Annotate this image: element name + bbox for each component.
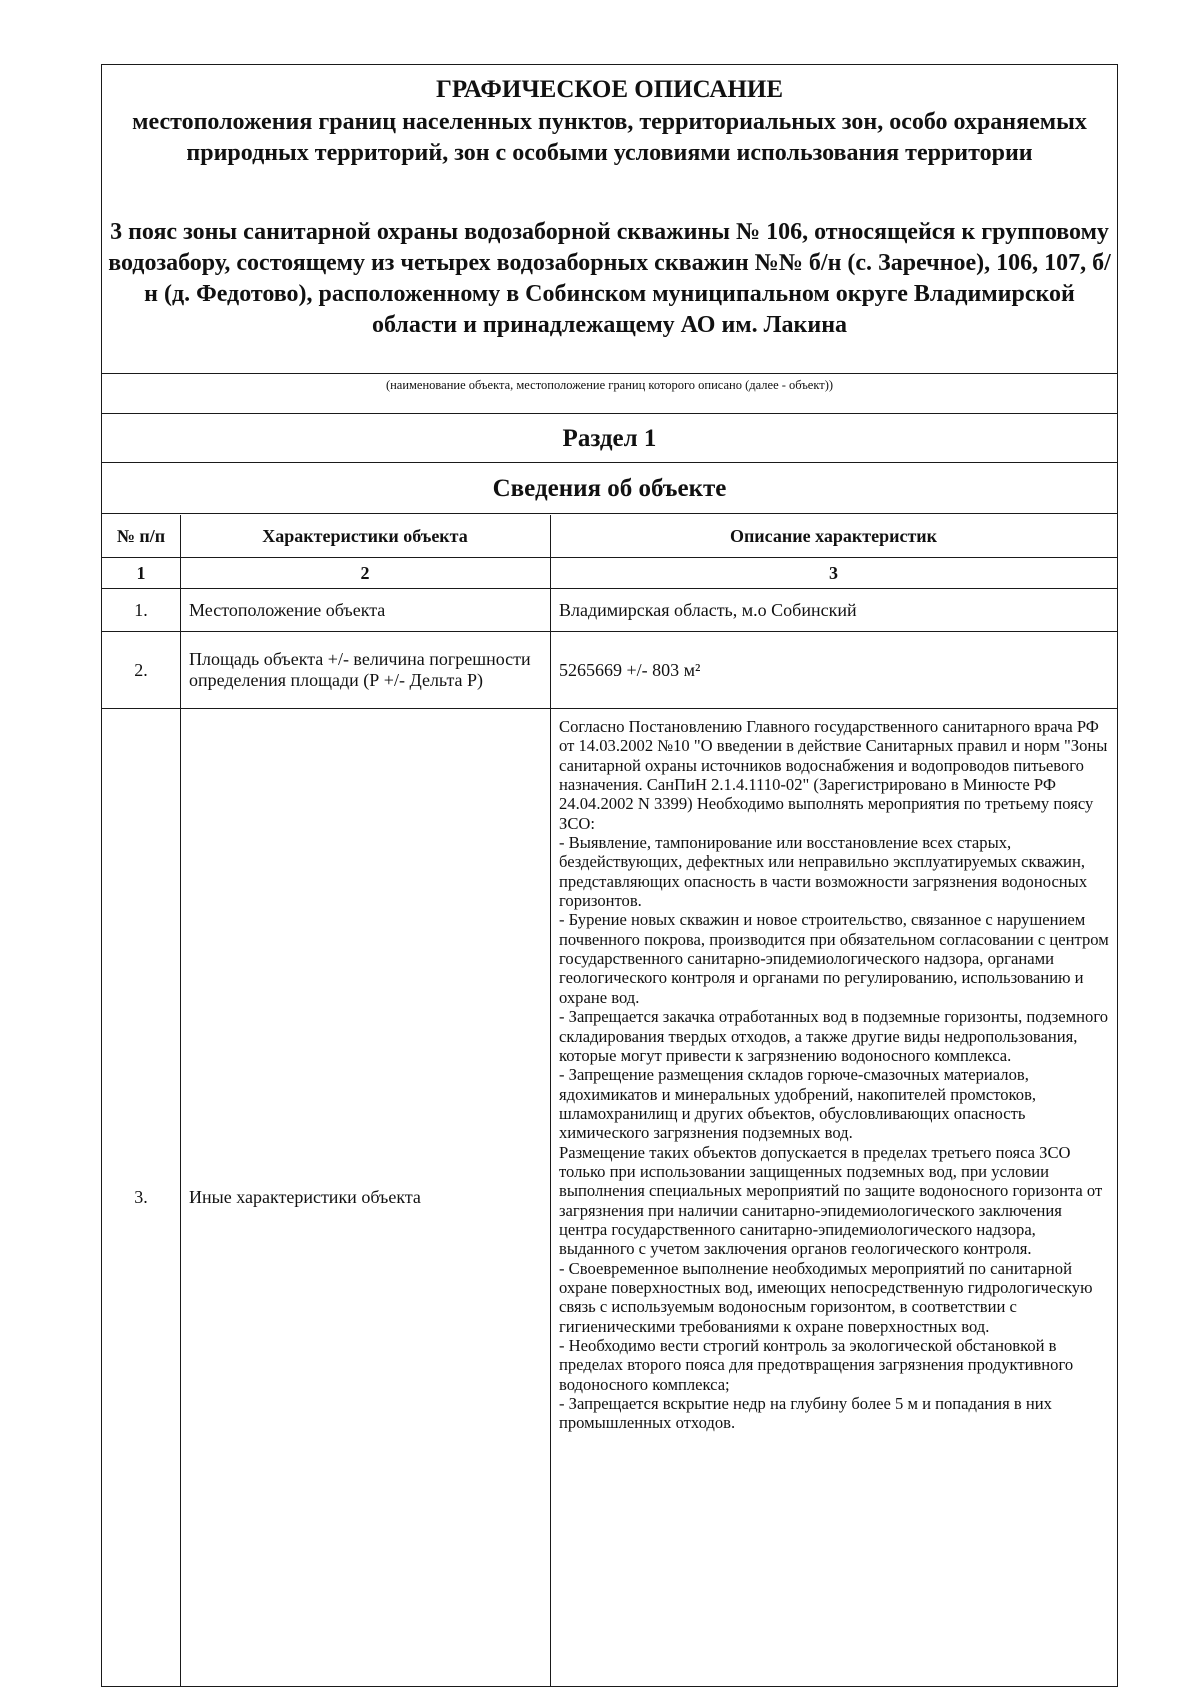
description-paragraph: - Запрещение размещения складов горюче-смазочных материалов, ядохимикатов и минеральных удобрений, накопителей промстоков, шламохранилищ и других объектов, обусловливающих опасность химического загрязнения подземных вод.: [559, 1065, 1037, 1143]
document-subtitle: местоположения границ населенных пунктов, территориальных зон, особо охраняемых природных территорий, зон с особыми условиями использования территории: [132, 109, 1087, 166]
row-description: 5265669 +/- 803 м²: [559, 659, 701, 680]
description-paragraph: - Необходимо вести строгий контроль за экологической обстановкой в пределах второго пояса для предотвращения загрязнения продуктивного водоносного комплекса;: [559, 1336, 1074, 1394]
divider: [102, 513, 1117, 514]
header-description: Описание характеристик: [729, 525, 938, 546]
row-description: [550, 709, 1119, 1686]
document-page: [101, 64, 1118, 1687]
column-number: 2: [360, 562, 370, 583]
row-characteristic: Площадь объекта +/- величина погрешности определения площади (Р +/- Дельта Р): [189, 649, 531, 690]
row-characteristic: Иные характеристики объекта: [189, 1187, 421, 1207]
row-num: 2.: [134, 659, 148, 680]
section-heading: Сведения об объекте: [492, 475, 727, 502]
description-paragraph: Согласно Постановлению Главного государственного санитарного врача РФ от 14.03.2002 №10 "О введении в действие Санитарных правил и норм "Зоны санитарной охраны источников водоснабжения и водопроводов питьевого назначения. СанПиН 2.1.4.1110-02" (Зарегистрировано в Минюсте РФ 24.04.2002 N 3399) Необходимо выполнять мероприятия по третьему поясу ЗСО:: [559, 717, 1108, 833]
divider: [102, 373, 1117, 374]
row-num: 3.: [134, 1187, 148, 1207]
description-paragraph: Размещение таких объектов допускается в пределах третьего пояса ЗСО только при использовании защищенных подземных вод, при условии выполнения специальных мероприятий по защите водоносного горизонта от загрязнения при наличии санитарно-эпидемиологического заключения центра государственного санитарно-эпидемиологического надзора, выданного с учетом заключения органов геологического контроля.: [559, 1142, 1103, 1259]
column-number: 1: [136, 562, 146, 583]
divider: [102, 462, 1117, 463]
row-num: 1.: [134, 599, 148, 620]
header-num: № п/п: [116, 525, 166, 546]
column-number: 3: [829, 562, 838, 583]
object-info-table: [102, 515, 1117, 1686]
row-description: Владимирская область, м.о Собинский: [559, 599, 857, 620]
object-name: 3 пояс зоны санитарной охраны водозаборной скважины № 106, относящейся к групповому водозабору, состоящему из четырех водозаборных скважин №№ б/н (с. Заречное), 106, 107, б/н (д. Федотово), расположенному в Собинском муниципальном округе Владимирской области и принадлежащему АО им. Лакина: [108, 219, 1111, 338]
object-name-caption: (наименование объекта, местоположение границ которого описано (далее - объект)): [385, 378, 834, 392]
divider: [102, 413, 1117, 414]
header-characteristic: Характеристики объекта: [262, 525, 468, 546]
description-paragraph: - Бурение новых скважин и новое строительство, связанное с нарушением почвенного покрова, производится при обязательном согласовании с центром государственного санитарно-эпидемиологического надзора, органами геологического контроля и органами по регулированию, использованию и охране вод.: [559, 910, 1109, 1007]
title-block: [102, 65, 1117, 373]
row-characteristic: Местоположение объекта: [189, 599, 386, 620]
description-paragraph: - Выявление, тампонирование или восстановление всех старых, бездействующих, дефектных или неправильно эксплуатируемых скважин, представляющих опасность в части возможности загрязнения водоносных горизонтов.: [559, 833, 1088, 911]
description-paragraph: - Своевременное выполнение необходимых мероприятий по санитарной охране поверхностных вод, имеющих непосредственную гидрологическую связь с используемым водоносным горизонтом, в соответствии с гигиеническими требованиями к охране поверхностных вод.: [559, 1258, 1093, 1336]
section-label: Раздел 1: [562, 425, 657, 452]
document-title: ГРАФИЧЕСКОЕ ОПИСАНИЕ: [435, 76, 784, 103]
description-paragraph: - Запрещается вскрытие недр на глубину более 5 м и попадания в них промышленных отходов.: [559, 1394, 1052, 1433]
description-paragraph: - Запрещается закачка отработанных вод в подземные горизонты, подземного складирования твердых отходов, а также другие виды недропользования, которые могут привести к загрязнению водоносного комплекса.: [559, 1007, 1109, 1065]
